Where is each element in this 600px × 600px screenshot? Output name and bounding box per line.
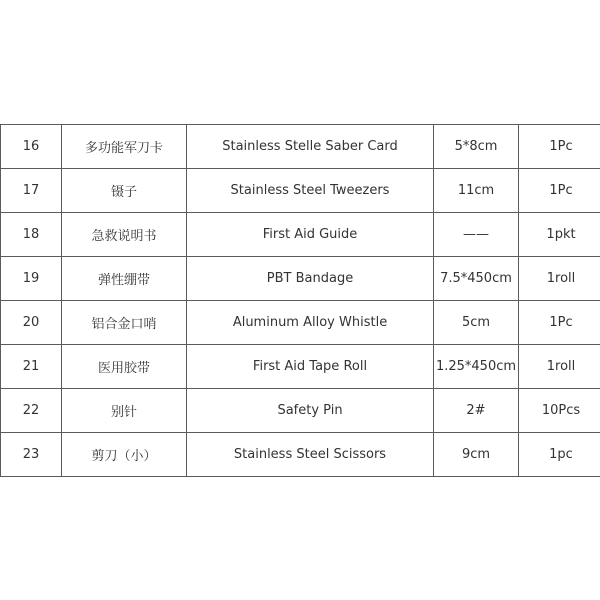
item-size-cell — [434, 301, 519, 345]
item-name-en-cell — [187, 389, 434, 433]
items-table-body — [1, 125, 600, 477]
item-number: 16 — [22, 139, 40, 154]
item-name-cn-cell — [62, 389, 187, 433]
item-name-cn-cell — [62, 257, 187, 301]
item-qty: 1pc — [549, 447, 573, 462]
table-row — [1, 433, 600, 477]
item-qty-cell — [519, 169, 600, 213]
item-name-cn-cell — [62, 433, 187, 477]
table-row — [1, 301, 600, 345]
table-row — [1, 389, 600, 433]
item-size-cell — [434, 345, 519, 389]
item-name-cn: 弹性绷带 — [97, 273, 150, 288]
item-name-en-cell — [187, 345, 434, 389]
item-number-cell — [1, 169, 62, 213]
item-qty-cell — [519, 213, 600, 257]
item-size: 5*8cm — [454, 139, 498, 154]
item-qty: 1Pc — [549, 315, 573, 330]
item-number-cell — [1, 301, 62, 345]
item-size: 5cm — [461, 315, 491, 330]
item-size: 2# — [466, 403, 486, 418]
item-number: 19 — [22, 271, 40, 286]
items-table — [0, 124, 600, 477]
item-size-cell — [434, 433, 519, 477]
item-size-cell — [434, 389, 519, 433]
item-qty-cell — [519, 433, 600, 477]
item-size: 1.25*450cm — [435, 359, 517, 374]
item-number: 22 — [22, 403, 40, 418]
item-name-en: Stainless Steel Tweezers — [230, 183, 390, 198]
item-name-cn-cell — [62, 213, 187, 257]
item-name-cn-cell — [62, 345, 187, 389]
item-qty-cell — [519, 125, 600, 169]
item-name-cn: 别针 — [110, 405, 137, 420]
item-number-cell — [1, 257, 62, 301]
table-row — [1, 257, 600, 301]
item-name-cn: 医用胶带 — [97, 361, 150, 376]
item-qty: 1roll — [546, 359, 576, 374]
item-number-cell — [1, 213, 62, 257]
item-qty-cell — [519, 345, 600, 389]
item-qty-cell — [519, 301, 600, 345]
item-name-cn: 铝合金口哨 — [91, 317, 157, 332]
item-name-en-cell — [187, 433, 434, 477]
item-name-en: Aluminum Alloy Whistle — [232, 315, 388, 330]
item-size-cell — [434, 213, 519, 257]
item-number: 23 — [22, 447, 40, 462]
item-size: 7.5*450cm — [440, 271, 512, 286]
item-name-cn: 急救说明书 — [91, 229, 157, 244]
item-number-cell — [1, 389, 62, 433]
item-number-cell — [1, 433, 62, 477]
item-name-en: Safety Pin — [277, 403, 343, 418]
item-name-cn-cell — [62, 169, 187, 213]
item-size-cell — [434, 125, 519, 169]
item-number: 17 — [22, 183, 40, 198]
item-number: 21 — [22, 359, 40, 374]
item-size-cell — [434, 169, 519, 213]
item-number-cell — [1, 125, 62, 169]
table-row — [1, 169, 600, 213]
item-name-cn: 多功能军刀卡 — [84, 141, 163, 156]
item-qty-cell — [519, 257, 600, 301]
table-row — [1, 345, 600, 389]
item-qty: 1roll — [546, 271, 576, 286]
item-qty: 1Pc — [549, 183, 573, 198]
item-name-cn-cell — [62, 125, 187, 169]
item-name-cn: 剪刀（小） — [91, 449, 157, 464]
item-qty: 10Pcs — [541, 403, 581, 418]
table-row — [1, 125, 600, 169]
table-row — [1, 213, 600, 257]
item-name-cn-cell — [62, 301, 187, 345]
item-number-cell — [1, 345, 62, 389]
item-size-cell — [434, 257, 519, 301]
item-qty: 1pkt — [546, 227, 576, 242]
item-name-en-cell — [187, 213, 434, 257]
item-size: 9cm — [461, 447, 491, 462]
item-size: —— — [463, 227, 489, 242]
item-name-en: Stainless Stelle Saber Card — [222, 139, 398, 154]
item-qty-cell — [519, 389, 600, 433]
item-qty: 1Pc — [549, 139, 573, 154]
item-name-en: Stainless Steel Scissors — [233, 447, 387, 462]
item-name-en-cell — [187, 125, 434, 169]
item-size: 11cm — [457, 183, 495, 198]
item-name-en-cell — [187, 169, 434, 213]
item-name-en-cell — [187, 301, 434, 345]
item-name-en: First Aid Guide — [262, 227, 358, 242]
item-number: 18 — [22, 227, 40, 242]
item-number: 20 — [22, 315, 40, 330]
item-name-en: PBT Bandage — [266, 271, 354, 286]
item-name-cn: 镊子 — [110, 185, 137, 200]
item-name-en-cell — [187, 257, 434, 301]
item-name-en: First Aid Tape Roll — [252, 359, 368, 374]
